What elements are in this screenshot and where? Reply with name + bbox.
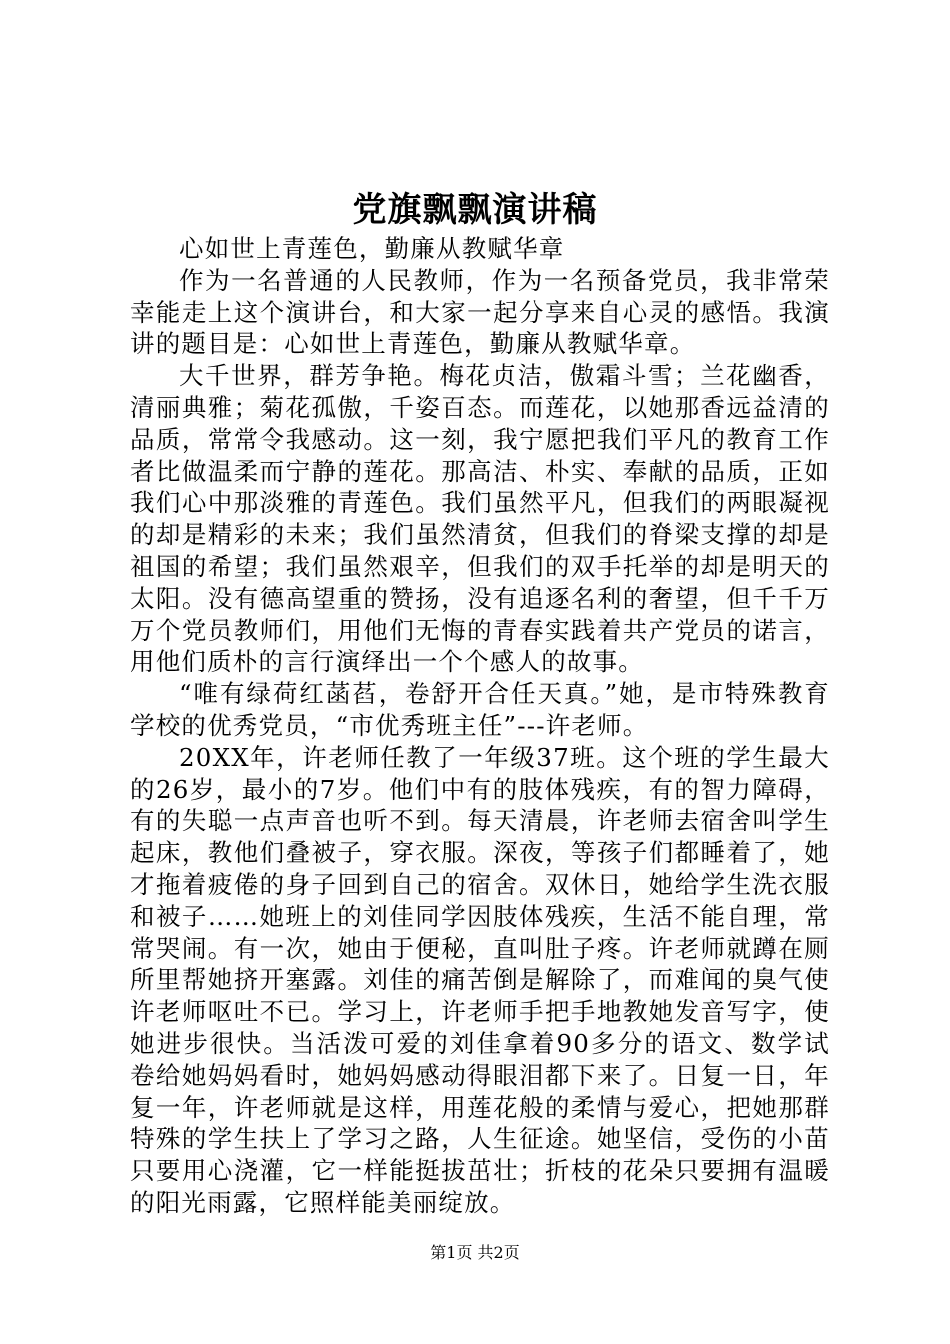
subtitle-paragraph: 心如世上青莲色，勤廉从教赋华章 <box>179 234 565 263</box>
body-paragraph: 20XX年，许老师任教了一年级37班。这个班的学生最大的26岁，最小的7岁。他们中有的肢体残疾，有的智力障碍，有的失聪一点声音也听不到。每天清晨，许老师去宿舍叫学生起床，教他们叠被子，穿衣服。深夜，等孩子们都睡着了，她才拖着疲倦的身子回到自己的宿舍。双休日，她给学生洗衣服和被子……她班上的刘佳同学因肢体残疾，生活不能自理，常常哭闹。有一次，她由于便秘，直叫肚子疼。许老师就蹲在厕所里帮她挤开塞露。刘佳的痛苦倒是解除了，而难闻的臭气使许老师呕吐不已。学习上，许老师手把手地教她发音写字，使她进步很快。当活泼可爱的刘佳拿着90多分的语文、数学试卷给她妈妈看时，她妈妈感动得眼泪都下来了。日复一日，年复一年，许老师就是这样，用莲花般的柔情与爱心，把她那群特殊的学生扶上了学习之路，人生征途。她坚信，受伤的小苗只要用心浇灌，它一样能挺拔茁壮；折枝的花朵只要拥有温暖的阳光雨露，它照样能美丽绽放。 <box>130 742 830 1217</box>
body-paragraph: 大千世界，群芳争艳。梅花贞洁，傲霜斗雪；兰花幽香，清丽典雅；菊花孤傲，千姿百态。而莲花，以她那香远益清的品质，常常令我感动。这一刻，我宁愿把我们平凡的教育工作者比做温柔而宁静的莲花。那高洁、朴实、奉献的品质，正如我们心中那淡雅的青莲色。我们虽然平凡，但我们的两眼凝视的却是精彩的未来；我们虽然清贫，但我们的脊梁支撑的却是祖国的希望；我们虽然艰辛，但我们的双手托举的却是明天的太阳。没有德高望重的赞扬，没有追逐名利的奢望，但千千万万个党员教师们，用他们无悔的青春实践着共产党员的诺言，用他们质朴的言行演绎出一个个感人的故事。 <box>130 361 830 677</box>
document-title: 党旗飘飘演讲稿 <box>352 190 598 230</box>
document-body <box>130 233 830 1219</box>
body-paragraph: “唯有绿荷红菡萏，卷舒开合任天真。”她，是市特殊教育学校的优秀党员，“市优秀班主任”---许老师。 <box>130 679 830 740</box>
body-paragraph: 作为一名普通的人民教师，作为一名预备党员，我非常荣幸能走上这个演讲台，和大家一起分享来自心灵的感悟。我演讲的题目是：心如世上青莲色，勤廉从教赋华章。 <box>130 265 830 359</box>
page-number-footer: 第1页 共2页 <box>430 1243 520 1262</box>
